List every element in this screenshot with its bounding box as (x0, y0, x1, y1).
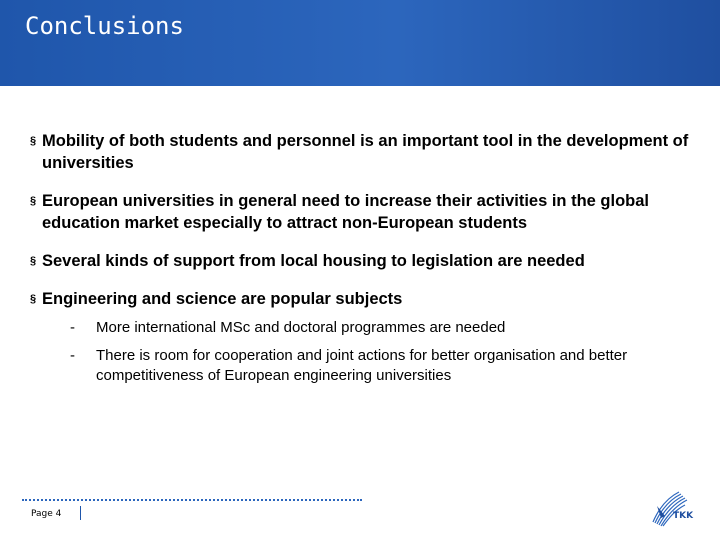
bullet-item (30, 288, 690, 386)
bullet-item (30, 190, 690, 234)
sub-bullet-item (42, 346, 690, 386)
bullet-text: Mobility of both students and personnel is an important tool in the development of universities (42, 132, 689, 172)
bullet-text: European universities in general need to increase their activities in the global education market especially to attract non-European students (42, 192, 650, 232)
bullet-list (30, 130, 690, 402)
sub-bullet-dash: - (70, 319, 75, 336)
bullet-item (30, 250, 690, 272)
bullet-marker: § (30, 135, 37, 147)
bullet-marker: § (30, 293, 37, 305)
logo-text: TKK (673, 511, 694, 521)
page-separator (80, 506, 81, 520)
bullet-item (30, 130, 690, 174)
page-number: Page 4 (31, 509, 62, 519)
tkk-logo-icon (645, 488, 705, 528)
bullet-marker: § (30, 255, 37, 267)
sub-bullet-dash: - (70, 347, 75, 364)
title-bar (0, 0, 720, 86)
slide-title: Conclusions (25, 12, 184, 40)
sub-bullet-text: More international MSc and doctoral programmes are needed (96, 319, 506, 336)
bullet-text: Engineering and science are popular subjects (42, 290, 403, 308)
sub-bullet-item (42, 318, 690, 338)
bullet-marker: § (30, 195, 37, 207)
sub-bullet-text: There is room for cooperation and joint actions for better organisation and better competitiveness of European engineering universities (96, 347, 628, 384)
footer-divider (22, 499, 362, 501)
bullet-text: Several kinds of support from local housing to legislation are needed (42, 252, 585, 270)
